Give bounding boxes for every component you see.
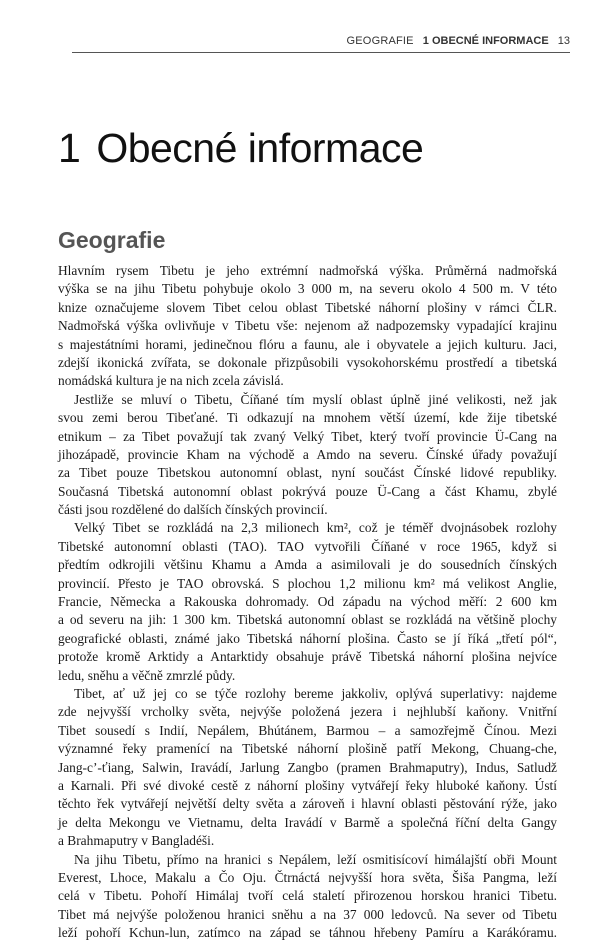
text-line: Současná Tibetská autonomní oblast pokrývá pouze Ü-Cang a část Khamu, zbylé: [58, 483, 557, 499]
text-line: s majestátními horami, jedinečnou flóru a faunu, ale i obyvatele a jejich kulturu. Jaci,: [58, 336, 557, 352]
text-line: Hlavním rysem Tibetu je jeho extrémní nadmořská výška. Průměrná nadmořská: [58, 263, 557, 278]
chapter-title: [58, 124, 423, 172]
running-header: [72, 34, 570, 53]
text-line: celá v Tibetu. Pohoří Himálaj tvoří celá staletí přirozenou horskou hranici Tibetu.: [58, 888, 557, 904]
text-line: Velký Tibet se rozkládá na 2,3 milionech km², což je téměř dvojnásobek rozlohy: [74, 520, 557, 536]
text-line: a od severu na jih: 1 300 km. Tibetská autonomní oblast se rozkládá na většině plochy: [58, 612, 557, 628]
text-line: zde nejvyšší vrcholky světa, nejvýše položená jezera i nejhlubší kaňony. Vnitřní: [58, 704, 557, 720]
text-line: Tibet sousedí s Indií, Nepálem, Bhútánem, Barmou – a samozřejmě Čínou. Mezi: [58, 722, 557, 738]
header-chapter-label: 1 OBECNÉ INFORMACE: [422, 35, 549, 47]
text-line: svou zemi berou Tibeťané. Ti odkazují na mnohem větší území, kde žije tibetské: [58, 410, 557, 426]
chapter-number: 1: [58, 125, 81, 171]
text-line: provincií. Přesto je TAO obrovská. S plochou 1,2 milionu km² má velikost Anglie,: [58, 575, 557, 591]
text-line: významné řeky pramenící na Tibetské náhorní plošině patří Mekong, Chuang-che,: [58, 741, 557, 757]
text-line: geografické oblasti, známé jako Tibetská náhorní plošina. Často se jí říká „třetí pól“,: [58, 630, 557, 646]
text-line: a Karnali. Při své divoké cestě z náhorní plošiny vytvářejí řeky hluboké kaňony. Ústí: [58, 777, 557, 793]
text-line: Tibet, ať už jej co se týče rozlohy bereme jakkoliv, oplývá superlativy: najdeme: [74, 685, 557, 701]
text-line: zdejší ikonická zvířata, se dokonale přizpůsobili vysokohorskému prostředí a tibetská: [58, 354, 557, 370]
text-line: Everest, Lhoce, Makalu a Čo Oju. Čtrnáctá nejvyšší hora světa, Šiša Pangma, leží: [58, 869, 557, 885]
text-line: Francie, Německa a Rakouska dohromady. Od západu na východ měří: 2 600 km: [58, 594, 557, 610]
text-line: jihozápadě, provincie Kham na východě a Amdo na severu. Čínské úřady považují: [58, 446, 557, 462]
page-number: 13: [557, 35, 570, 47]
text-line: je delta Mekongu ve Vietnamu, delta Iravádí v Barmě a společná říční delta Gangy: [58, 814, 557, 830]
text-line: za Tibet pouze Tibetskou autonomní oblast, nyní součást Čínské lidové republiky.: [58, 465, 557, 481]
text-line: knize označujeme slovem Tibet celou oblast Tibetské náhorní plošiny v rámci ČLR.: [58, 299, 557, 315]
text-line: leží pohoří Kchun-lun, zatímco na západ se táhnou hřebeny Pamíru a Karákóramu.: [58, 925, 557, 941]
text-line: Nadmořská výška ovlivňuje v Tibetu vše: nejenom až nadpozemsky vypadající krajinu: [58, 318, 557, 334]
text-line: etnikum – za Tibet považují tak zvaný Velký Tibet, který tvoří provincie Ü-Cang na: [58, 428, 557, 444]
text-line: těchto řek vytvářejí největší delty světa a zároveň i hlavní oblasti pěstování rýže, jako: [58, 796, 557, 812]
body-text: [58, 262, 557, 942]
header-section-label: GEOGRAFIE: [346, 35, 414, 47]
chapter-title-text: Obecné informace: [96, 125, 424, 171]
text-line: nomádská kultura je na nich zcela závislá.: [58, 373, 284, 389]
text-line: výška se na jihu Tibetu pohybuje okolo 3 000 m, na severu okolo 4 500 m. V této: [58, 281, 557, 297]
section-heading: Geografie: [58, 227, 166, 253]
text-line: ledu, sněhu a věčně zmrzlé půdy.: [58, 667, 236, 683]
text-line: Tibetské autonomní oblasti (TAO). TAO vytvořili Číňané v roce 1965, když si: [58, 538, 557, 554]
text-line: protože kromě Arktidy a Antarktidy obsahuje právě Tibetská náhorní plošina nejvíce: [58, 649, 557, 665]
text-line: Jang-c’-ťiang, Salwin, Iravádí, Jarlung Zangbo (pramen Brahmaputry), Indus, Satludž: [58, 759, 557, 775]
text-line: a Brahmaputry v Bangladéši.: [58, 833, 215, 849]
text-line: Jestliže se mluví o Tibetu, Číňané tím myslí oblast úplně jiné velikosti, než jak: [74, 391, 557, 407]
text-line: části jsou rozdělené do dalších čínských provincií.: [58, 502, 328, 518]
text-line: předtím odkrojili většinu Khamu a Amda a asimilovali je do sousedních čínských: [58, 557, 557, 573]
text-line: Tibet má nejvýše položenou hranici sněhu a na 37 000 ledovců. Na sever od Tibetu: [58, 906, 557, 922]
text-line: Na jihu Tibetu, přímo na hranici s Nepálem, leží osmitisícoví himálajští obři Mount: [74, 851, 557, 867]
